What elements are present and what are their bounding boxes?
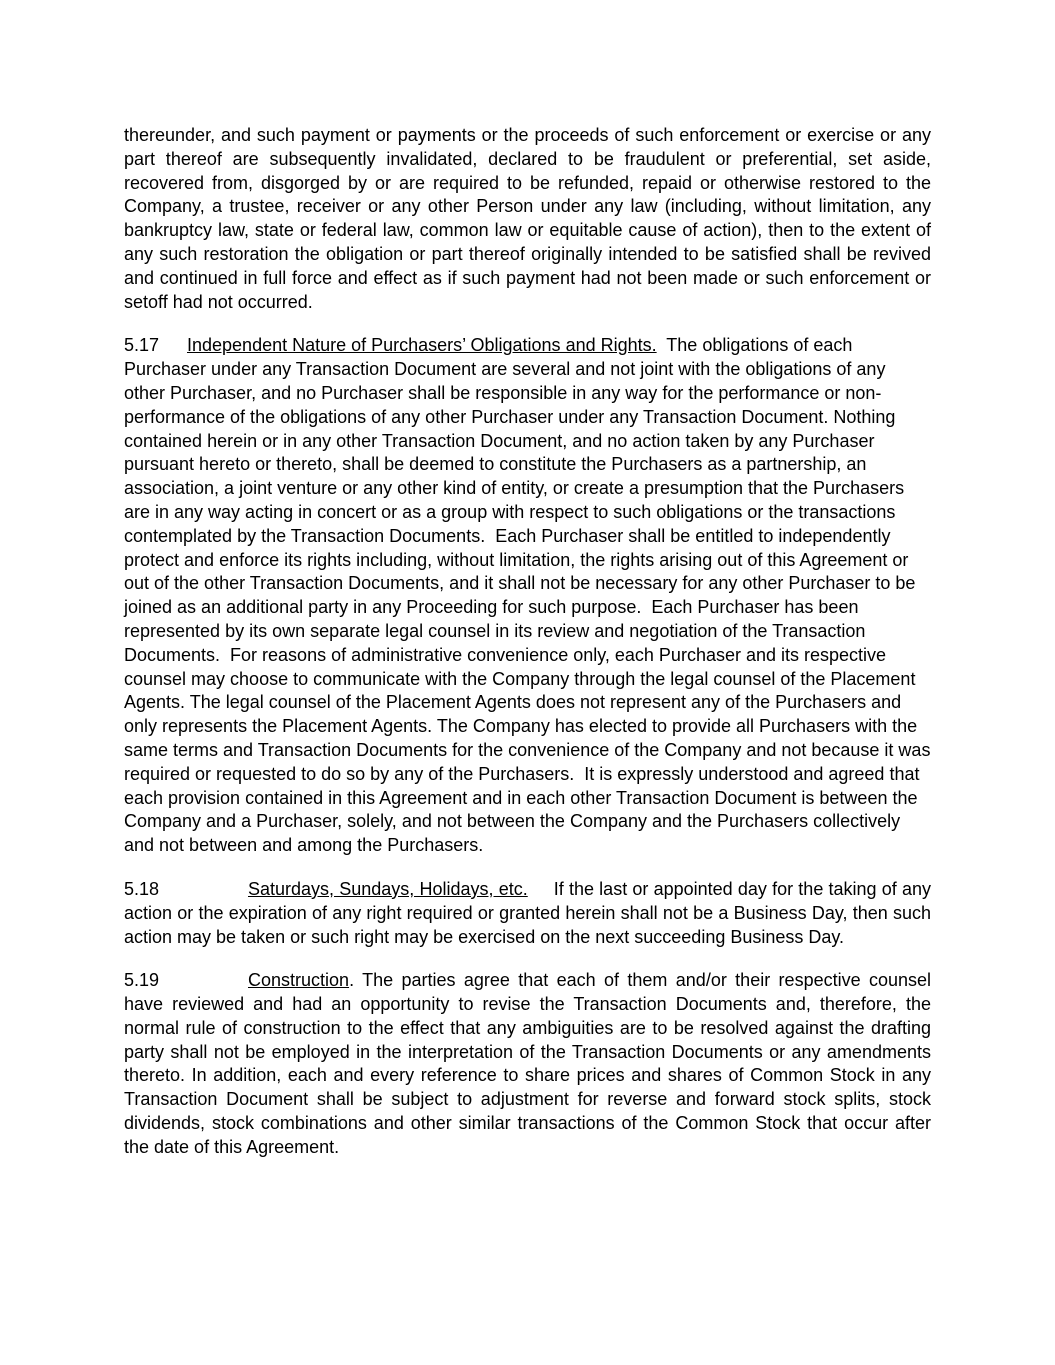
section-5-17	[124, 334, 936, 858]
section-number: 5.18	[124, 878, 160, 899]
section-number: 5.19	[124, 970, 160, 991]
section-5-18	[124, 878, 937, 949]
section-text: . The parties agree that each of them and/or their respective counsel have reviewed and had an opportunity to revise the Transaction Documents and, therefore, the normal rule of construction to the effect that any ambiguities are to be resolved against the drafting party shall not be employed in the interpretation of the Transaction Documents or any amendments thereto. In addition, each and every reference to share prices and shares of Common Stock in any Transaction Document shall be subject to adjustment for reverse and forward stock splits, stock dividends, stock combinations and other similar transactions of the Common Stock that occur after the date of this Agreement.	[124, 970, 931, 1157]
section-heading: Saturdays, Sundays, Holidays, etc.	[248, 878, 528, 899]
section-text: The obligations of each Purchaser under any Transaction Document are several and not joint with the obligations of any other Purchaser, and no Purchaser shall be responsible in any way for the performance or non-performance of the obligations of any other Purchaser under any Transaction Document. Nothing contained herein or in any other Transaction Document, and no action taken by any Purchaser pursuant hereto or thereto, shall be deemed to constitute the Purchasers as a partnership, an association, a joint venture or any other kind of entity, or create a presumption that the Purchasers are in any way acting in concert or as a group with respect to such obligations or the transactions contemplated by the Transaction Documents. Each Purchaser shall be entitled to independently protect and enforce its rights including, without limitation, the rights arising out of this Agreement or out of the other Transaction Documents, and it shall not be necessary for any other Purchaser to be joined as an additional party in any Proceeding for such purpose. Each Purchaser has been represented by its own separate legal counsel in its review and negotiation of the Transaction Documents. For reasons of administrative convenience only, each Purchaser and its respective counsel may choose to communicate with the Company through the legal counsel of the Placement Agents. The legal counsel of the Placement Agents does not represent any of the Purchasers and only represents the Placement Agents. The Company has elected to provide all Purchasers with the same terms and Transaction Documents for the convenience of the Company and not because it was required or requested to do so by any of the Purchasers. It is expressly understood and agreed that each provision contained in this Agreement and in each other Transaction Document is between the Company and a Purchaser, solely, and not between the Company and the Purchasers collectively and not between and among the Purchasers.	[124, 335, 936, 856]
section-5-19	[124, 969, 931, 1159]
section-number: 5.17	[124, 335, 160, 356]
continuation-paragraph: thereunder, and such payment or payments or the proceeds of such enforcement or exercise or any part thereof are subsequently invalidated, declared to be fraudulent or preferential, set aside, recovered from, disgorged by or are required to be refunded, repaid or otherwise restored to the Company, a trustee, receiver or any other Person under any law (including, without limitation, any bankruptcy law, state or federal law, common law or equitable cause of action), then to the extent of any such restoration the obligation or part thereof originally intended to be satisfied shall be revived and continued in full force and effect as if such payment had not been made or such enforcement or setoff had not occurred.	[124, 125, 931, 312]
section-text: If the last or appointed day for the taking of any action or the expiration of any right required or granted herein shall not be a Business Day, then such action may be taken or such right may be exercised on the next succeeding Business Day.	[124, 878, 937, 947]
section-heading: Independent Nature of Purchasers’ Obligations and Rights.	[187, 335, 657, 356]
document-body	[124, 124, 937, 1180]
section-heading: Construction	[248, 970, 350, 991]
